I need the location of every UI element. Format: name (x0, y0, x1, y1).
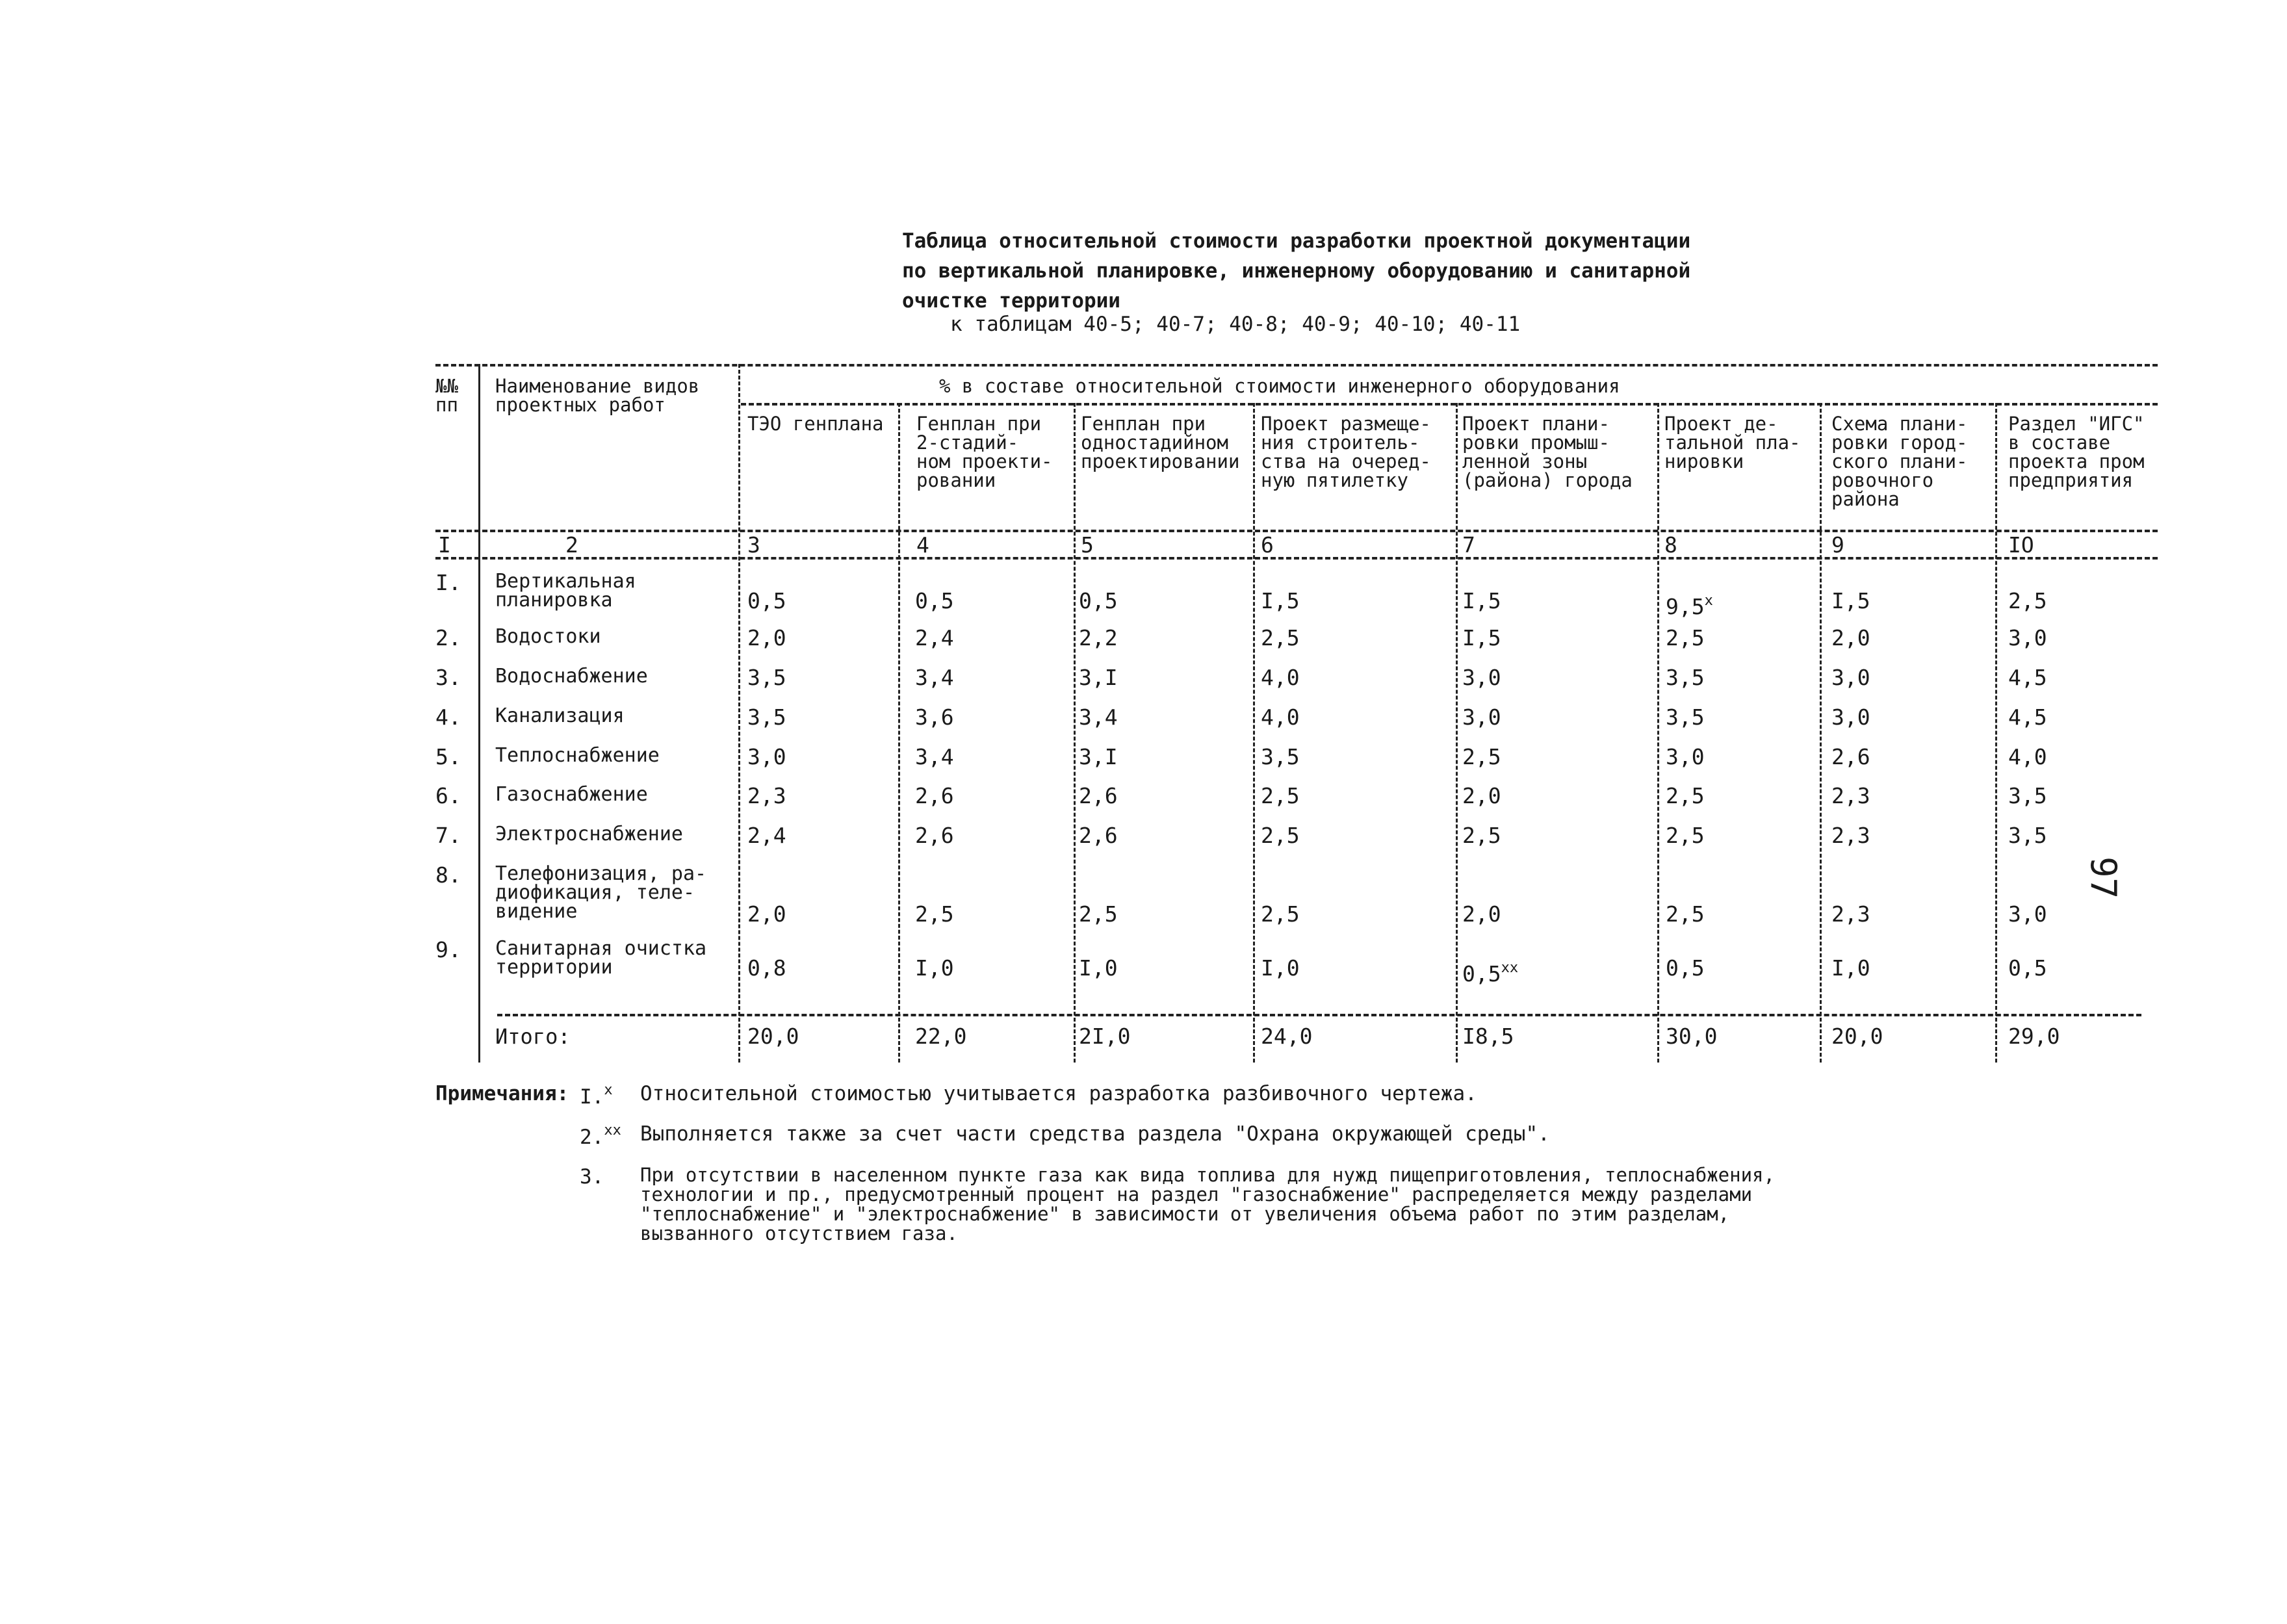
title-line-1: Таблица относительной стоимости разработки проектной документации (902, 229, 1691, 253)
index-10: IO (2008, 532, 2034, 558)
table-cell: 2,3 (1831, 823, 1870, 848)
table-cell: 3,0 (1462, 665, 1501, 690)
row-number: 3. (435, 665, 461, 690)
total-cell: 20,0 (747, 1024, 799, 1049)
index-6: 6 (1261, 532, 1274, 558)
title-line-3: очистке территории (902, 289, 1120, 313)
table-cell: I,5 (1462, 625, 1501, 651)
row-name: Телефонизация, ра- диофикация, теле- видение (495, 862, 707, 923)
table-cell: 4,0 (2008, 744, 2047, 769)
table-cell: 2,6 (1831, 744, 1870, 769)
table-cell: 2,5 (915, 901, 954, 927)
table-cell: 2,5 (1261, 901, 1300, 927)
table-cell: 2,6 (915, 823, 954, 848)
table-cell: 3,4 (915, 744, 954, 769)
table-cell: 3,I (1079, 665, 1118, 690)
table-cell: 4,0 (1261, 704, 1300, 730)
table-cell: 2,3 (1831, 783, 1870, 808)
vline-8 (1820, 403, 1822, 1063)
total-cell: I8,5 (1462, 1024, 1514, 1049)
table-cell: 3,5 (1666, 704, 1705, 730)
footnote-mark: x (1704, 593, 1713, 609)
table-cell: 2,6 (1079, 823, 1118, 848)
row-name: Вертикальная планировка (495, 570, 636, 612)
table-cell: 3,5 (747, 704, 786, 730)
table-cell: 3,0 (1831, 665, 1870, 690)
data-table (435, 364, 2158, 1063)
table-cell: 2,6 (915, 783, 954, 808)
table-cell: 2,3 (747, 783, 786, 808)
vline-6 (1456, 403, 1458, 1063)
row-number: 8. (435, 862, 461, 888)
vline-2 (738, 364, 740, 1063)
table-cell: 2,5 (1261, 783, 1300, 808)
table-cell: 3,4 (1079, 704, 1118, 730)
table-cell: 2,5 (1666, 901, 1705, 927)
table-cell: I,0 (1261, 955, 1300, 981)
vline-4 (1074, 403, 1076, 1063)
total-cell: 20,0 (1831, 1024, 1883, 1049)
header-number: №№ пп (435, 375, 458, 416)
total-cell: 2I,0 (1079, 1024, 1131, 1049)
row-name: Теплоснабжение (495, 744, 660, 767)
vline-1 (478, 364, 480, 1063)
row-number: 4. (435, 704, 461, 730)
table-cell: 2,5 (1079, 901, 1118, 927)
row-number: I. (435, 570, 461, 595)
header-col-10: Раздел "ИГС" в составе проекта пром предприятия (2008, 413, 2145, 491)
table-cell: 3,0 (2008, 901, 2047, 927)
table-cell: 0,5 (915, 588, 954, 613)
header-col-7: Проект плани- ровки промыш- ленной зоны (района) города (1462, 413, 1633, 491)
header-group: % в составе относительной стоимости инженерного оборудования (939, 375, 1620, 397)
table-cell: 2,5 (1666, 783, 1705, 808)
notes-label: Примечания: (435, 1082, 569, 1105)
table-cell: 0,5 (1666, 955, 1705, 981)
table-cell: 3,0 (2008, 625, 2047, 651)
table-cell: 4,0 (1261, 665, 1300, 690)
header-col-3: ТЭО генплана (747, 413, 884, 435)
title-line-2: по вертикальной планировке, инженерному оборудованию и санитарной (902, 259, 1691, 283)
header-col-8: Проект де- тальной пла- нировки (1664, 413, 1801, 472)
table-cell: 2,0 (1831, 625, 1870, 651)
table-cell: 0,8 (747, 955, 786, 981)
table-cell: 2,5 (1462, 744, 1501, 769)
table-cell: 2,5 (1666, 625, 1705, 651)
vline-7 (1657, 403, 1659, 1063)
row-name: Водоснабжение (495, 665, 648, 688)
table-cell: 0,5 (2008, 955, 2047, 981)
table-cell: 2,3 (1831, 901, 1870, 927)
table-cell: 3,0 (1462, 704, 1501, 730)
table-cell: 2,6 (1079, 783, 1118, 808)
table-cell: 2,4 (915, 625, 954, 651)
note-2-number: 2.$^{xx}$ (580, 1122, 621, 1149)
index-3: 3 (747, 532, 760, 558)
table-cell: 3,I (1079, 744, 1118, 769)
table-cell: I,0 (915, 955, 954, 981)
total-cell: 29,0 (2008, 1024, 2060, 1049)
table-cell: 2,0 (1462, 901, 1501, 927)
table-cell: 3,5 (747, 665, 786, 690)
header-col-4: Генплан при 2-стадий- ном проекти- ровании (916, 413, 1053, 491)
rule-index-bottom (435, 557, 2158, 560)
table-cell: 3,0 (1831, 704, 1870, 730)
table-cell: 2,0 (1462, 783, 1501, 808)
table-cell: 3,4 (915, 665, 954, 690)
index-5: 5 (1081, 532, 1094, 558)
table-cell: 2,5 (1261, 823, 1300, 848)
header-col-6: Проект размеще- ния строитель- ства на очеред- ную пятилетку (1261, 413, 1431, 491)
vline-9 (1995, 403, 1997, 1063)
table-cell: 3,6 (915, 704, 954, 730)
row-name: Санитарная очистка территории (495, 937, 707, 979)
row-name: Электроснабжение (495, 823, 683, 845)
table-cell: 4,5 (2008, 665, 2047, 690)
table-cell: 3,5 (1666, 665, 1705, 690)
rule-group (741, 403, 2158, 406)
total-cell: 22,0 (915, 1024, 967, 1049)
index-8: 8 (1664, 532, 1677, 558)
table-cell: 0,5 (747, 588, 786, 613)
index-1: I (438, 532, 451, 558)
table-cell: 9,5$^x$ (1666, 593, 1713, 619)
table-cell: 4,5 (2008, 704, 2047, 730)
table-cell: 0,5 (1079, 588, 1118, 613)
row-number: 2. (435, 625, 461, 651)
page-number: 97 (2083, 857, 2124, 899)
row-name: Водостоки (495, 625, 601, 648)
note-2-mark: xx (604, 1122, 621, 1139)
note-3-text: При отсутствии в населенном пункте газа как вида топлива для нужд пищеприготовления, теплоснабжения, технологии и пр., предусмотренный процент на раздел "газоснабжение" распределяется между разделами "теплоснабжение" и "электроснабжение" в зависимости от увеличения объема работ по этим разделам, вызванного отсутствием газа. (640, 1164, 1775, 1244)
row-name: Канализация (495, 704, 625, 727)
table-cell: 2,5 (1261, 625, 1300, 651)
table-cell: 2,5 (1462, 823, 1501, 848)
table-cell: 2,4 (747, 823, 786, 848)
table-cell: 2,5 (2008, 588, 2047, 613)
total-label: Итого: (495, 1024, 571, 1049)
table-cell: I,0 (1079, 955, 1118, 981)
note-1-mark: x (604, 1082, 613, 1098)
total-cell: 24,0 (1261, 1024, 1313, 1049)
table-cell: I,5 (1462, 588, 1501, 613)
table-cell: 2,0 (747, 625, 786, 651)
vline-5 (1253, 403, 1255, 1063)
table-title (902, 226, 1690, 316)
table-cell: 0,5$^{xx}$ (1462, 960, 1519, 986)
table-cell: 2,2 (1079, 625, 1118, 651)
index-9: 9 (1831, 532, 1844, 558)
note-1-text: Относительной стоимостью учитывается разработка разбивочного чертежа. (640, 1082, 1477, 1105)
row-number: 7. (435, 823, 461, 848)
index-2: 2 (565, 532, 578, 558)
header-col-9: Схема плани- ровки город- ского плани- ровочного района (1831, 413, 1968, 510)
table-cell: 3,0 (1666, 744, 1705, 769)
row-number: 6. (435, 783, 461, 808)
note-1-number: I.$^x$ (580, 1082, 613, 1109)
rule-index-top (435, 530, 2158, 532)
rule-top (435, 364, 2158, 367)
rule-total (497, 1014, 2141, 1016)
table-cell: 3,5 (1261, 744, 1300, 769)
table-cell: I,5 (1261, 588, 1300, 613)
header-col-5: Генплан при одностадийном проектировании (1081, 413, 1240, 472)
table-cell: I,0 (1831, 955, 1870, 981)
footnote-mark: xx (1501, 960, 1519, 976)
total-cell: 30,0 (1666, 1024, 1718, 1049)
table-cell: I,5 (1831, 588, 1870, 613)
header-work-name: Наименование видов проектных работ (495, 375, 700, 416)
table-cell: 3,5 (2008, 783, 2047, 808)
row-number: 5. (435, 744, 461, 769)
table-cell: 2,0 (747, 901, 786, 927)
index-7: 7 (1462, 532, 1475, 558)
table-cell: 3,5 (2008, 823, 2047, 848)
note-3-number: 3. (580, 1165, 604, 1189)
row-number: 9. (435, 937, 461, 962)
vline-3 (898, 403, 900, 1063)
note-2-text: Выполняется также за счет части средства раздела "Охрана окружающей среды". (640, 1122, 1550, 1146)
row-name: Газоснабжение (495, 783, 648, 806)
table-subtitle: к таблицам 40-5; 40-7; 40-8; 40-9; 40-10; 40-11 (950, 313, 1521, 336)
table-cell: 2,5 (1666, 823, 1705, 848)
index-4: 4 (916, 532, 929, 558)
table-cell: 3,0 (747, 744, 786, 769)
